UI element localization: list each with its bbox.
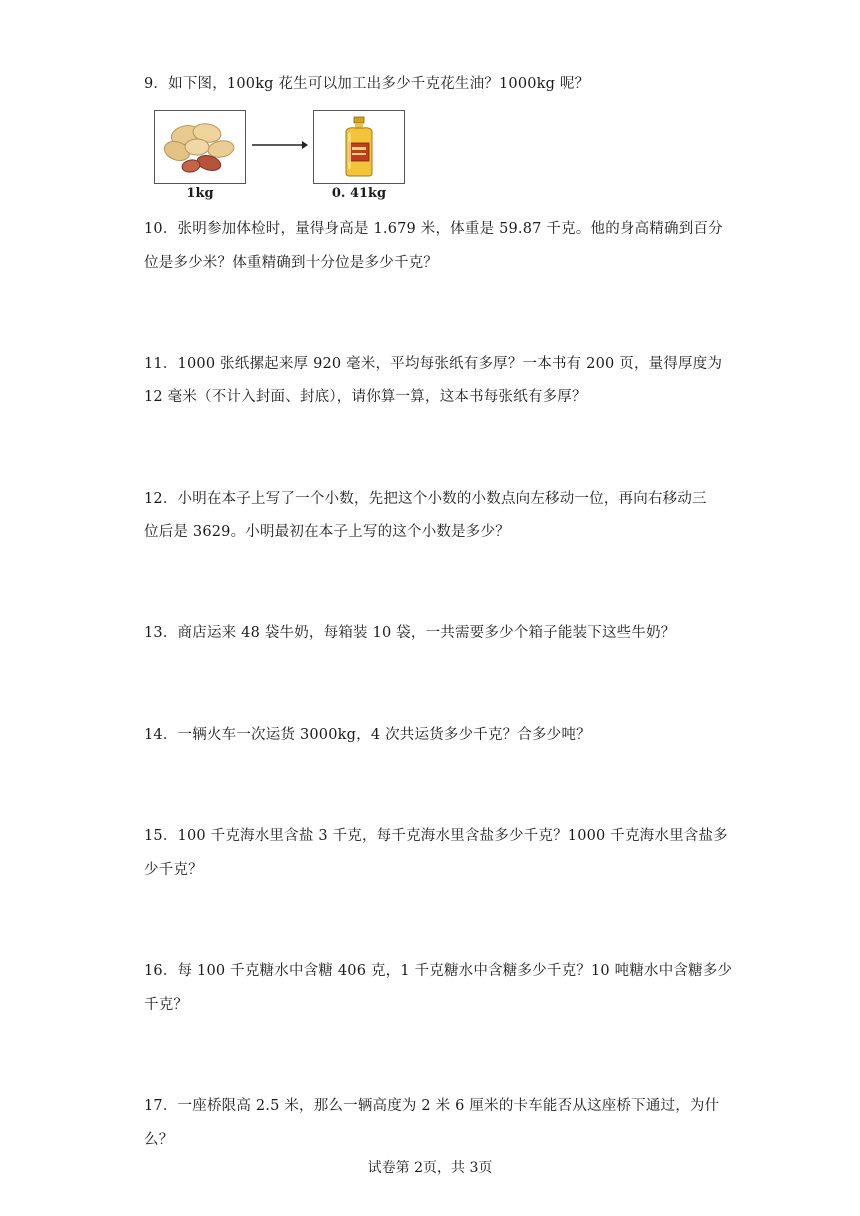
peanuts-image — [154, 110, 246, 184]
oil-bottle-image — [313, 110, 405, 184]
question-13-line-1: 13．商店运来 48 袋牛奶，每箱装 10 袋，一共需要多少个箱子能装下这些牛奶？ — [144, 625, 676, 641]
question-11-line-2: 12 毫米（不计入封面、封底），请你算一算，这本书每张纸有多厚？ — [144, 389, 587, 405]
question-15-line-2: 少千克？ — [144, 862, 203, 878]
arrow-icon — [250, 138, 310, 152]
question-16-line-2: 千克？ — [144, 997, 189, 1013]
question-14-line-1: 14．一辆火车一次运货 3000kg，4 次共运货多少千克？合多少吨？ — [144, 727, 591, 743]
question-16-line-1: 16．每 100 千克糖水中含糖 406 克，1 千克糖水中含糖多少千克？10 吨糖水中含糖多少 — [144, 963, 733, 979]
oil-weight-label: 0. 41kg — [331, 186, 387, 201]
question-11-line-1: 11．1000 张纸摞起来厚 920 毫米，平均每张纸有多厚？一本书有 200 页，量得厚度为 — [144, 356, 723, 372]
question-15-line-1: 15．100 千克海水里含盐 3 千克，每千克海水里含盐多少千克？1000 千克海水里含盐多 — [144, 828, 728, 844]
question-10-line-2: 位是多少米？体重精确到十分位是多少千克？ — [144, 255, 438, 271]
page-footer: 试卷第 2页，共 3页 — [367, 1160, 493, 1176]
peanuts-weight-label: 1kg — [186, 186, 214, 201]
question-17-line-2: 么？ — [144, 1132, 174, 1148]
question-12-line-2: 位后是 3629。小明最初在本子上写的这个小数是多少？ — [144, 524, 510, 540]
question-10-line-1: 10．张明参加体检时，量得身高是 1.679 米，体重是 59.87 千克。他的身高精确到百分 — [144, 221, 723, 237]
question-17-line-1: 17．一座桥限高 2.5 米，那么一辆高度为 2 米 6 厘米的卡车能否从这座桥下通过，为什 — [144, 1098, 720, 1114]
peanuts-icon — [155, 111, 244, 182]
oil-bottle-icon — [314, 111, 403, 182]
question-9-line-1: 9．如下图，100kg 花生可以加工出多少千克花生油？1000kg 呢？ — [144, 76, 590, 92]
question-12-line-1: 12．小明在本子上写了一个小数，先把这个小数的小数点向左移动一位，再向右移动三 — [144, 491, 707, 507]
